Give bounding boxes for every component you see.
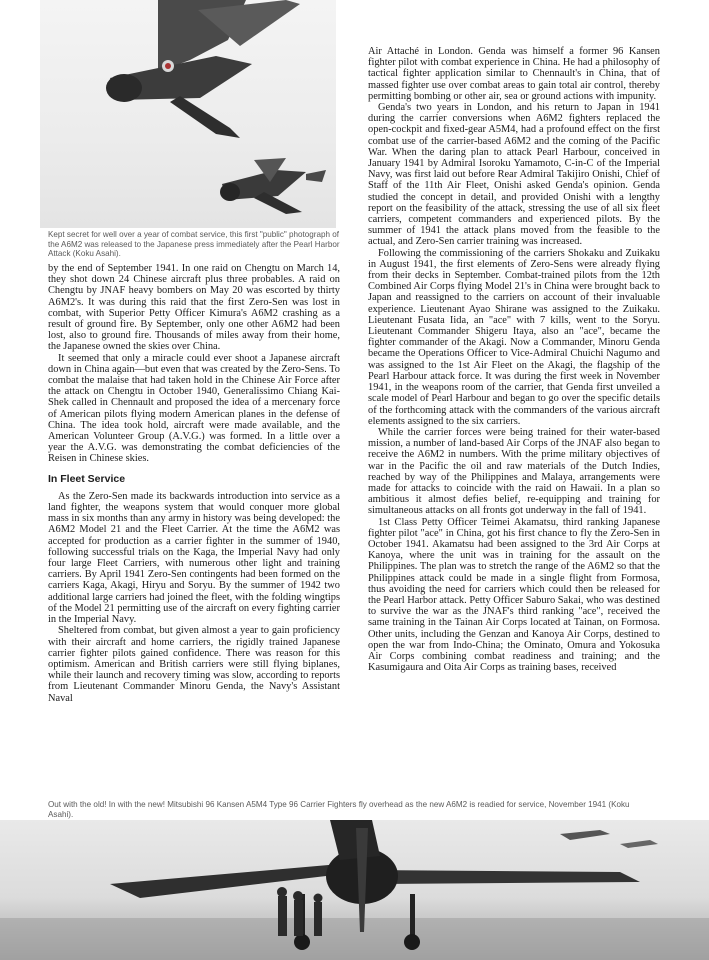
a6m2-ground-crew-image	[0, 820, 709, 960]
right-text-column	[368, 46, 660, 673]
body-paragraph: It seemed that only a miracle could ever shoot a Japanese aircraft down in China again—but even that was created by the Zero-Sens. To combat the malaise that had taken hold in the Chinese Air Force after the attack on Chengtu in October 1940, Generalissimo Chiang Kai-Shek called in Chennault and proposed the idea of a mercenary force of American pilots flying modern American planes in the defense of China. The idea took hold, aircraft were made available, and the American Volunteer Group (A.V.G.) was formed. In a little over a year the A.V.G. was demonstrating the combat deficiencies of the Reisen in Chinese skies.	[48, 352, 340, 465]
body-paragraph: by the end of September 1941. In one raid on Chengtu on March 14, they shot down 24 Chinese aircraft plus three probables. A raid on Chengtu by JNAF heavy bombers on May 20 was escorted by thirty A6M2's. It was during this raid that the first Zero-Sen was lost in combat, with Superior Petty Officer Kimura's A6M2 crashing as a result of ground fire. By September, only one other A6M2 had been lost, also to ground fire. Thousands of miles away from their home, the Japanese owned the skies over China.	[48, 263, 340, 353]
a6m2-formation-image	[40, 0, 336, 228]
body-paragraph: Air Attaché in London. Genda was himself a former 96 Kansen fighter pilot with combat experience in China. He had a philosophy of tactical fighter application similar to Chennault's in China, that of massed fighter use over combat areas to gain total air control, thereby permitting bombing or other air, sea or ground actions with impunity.	[368, 46, 660, 102]
bottom-aircraft-photo	[0, 820, 709, 960]
section-heading: In Fleet Service	[48, 472, 126, 485]
body-paragraph: 1st Class Petty Officer Teimei Akamatsu, third ranking Japanese fighter pilot "ace" in China, got his first chance to fly the Zero-Sen in October 1941. Akamatsu had been assigned to the 3rd Air Corps at Kanoya, where the unit was in training for the assault on the Philippines. The plan was to stretch the range of the A6M2 so that the Philippines attack could be made in a single flight from Formosa, thus avoiding the need for carriers which could then be released for the Pearl Harbor attack. Petty Officer Saburo Sakai, who was destined to survive the war as the JNAF's third ranking "ace", received the same training in the Tainan Air Corps located at Tainan, on Formosa. Other units, including the Genzan and Kanoya Air Corps, destined to open the war from Indo-China; the Ominato, Omura and Yokosuka Air Corps combining combat readiness and training; and the Kasumigaura and Oita Air Corps as training bases, received	[368, 516, 660, 674]
body-paragraph: Following the commissioning of the carriers Shokaku and Zuikaku in August 1941, the first elements of Zero-Sens were already flying from their decks in September. Combat-trained pilots from the 12th Combined Air Corps flying Model 21's in China were brought back to Japan and reassigned to the carriers on account of their invaluable experience. Lieutenant Ayao Shirane was assigned to the Zuikaku. Lieutenant Fusata Iida, an "ace" with 7 kills, went to the Soryu. Lieutenant Commander Shigeru Itaya, also an "ace", became the fighter commander of the Akagi. Now a Commander, Minoru Genda became the Operations Officer to Vice-Admiral Chuichi Nagumo and was assigned to the 1st Air Fleet on the Akagi, the flagship of the Pearl Harbour attack force. It was during the first week in November 1941, in the weapons room of the carrier, that Genda first unveiled a scale model of Pearl Harbour and began to go over the specific details of the forthcoming attack with the commanders of the various aircraft elements assigned to the six carriers.	[368, 247, 660, 427]
body-paragraph: As the Zero-Sen made its backwards introduction into service as a land fighter, the weapons system that would conquer more global mass in six months than any army in history was being developed: the A6M2 Model 21 and the Fleet Carrier. At the time the A6M2 was accepted for production as a carrier fighter in the summer of 1940, following successful trials on the Kaga, the Imperial Navy had only four large Fleet Carriers, with numerous other light and training carriers. By April 1941 Zero-Sen contingents had been formed on the carriers Kaga, Akagi, Hiryu and Soryu. By the summer of 1942 two additional large carriers had joined the fleet, with the folding wingtips of the Model 21 permitting use of the aircraft on every fighting carrier in the Imperial Navy.	[48, 490, 340, 626]
body-paragraph: While the carrier forces were being trained for their water-based mission, a number of land-based Air Corps of the JNAF also began to receive the A6M2 in numbers. With the prime military objectives of war in the Pacific the oil and raw materials of the Dutch Indies, reached by way of the Philippines and Malaya, arrangements were made for attacks to coincide with the raid on Hawaii. In a plan so ambitious it almost defies belief, re-equipping and training for simultaneous attacks on all fronts got underway in the fall of 1941.	[368, 426, 660, 517]
body-paragraph: Sheltered from combat, but given almost a year to gain proficiency with their aircraft and home carriers, the rigidly trained Japanese carrier fighter pilots gained confidence. There was reason for this optimism. American and British carriers were still flying biplanes, while their launch and recovery timing was slow, according to reports from Lieutenant Commander Minoru Genda, the Navy's Assistant Naval	[48, 625, 340, 704]
top-photo-caption: Kept secret for well over a year of combat service, this first "public" photograph of the A6M2 was released to the Japanese press immediately after the Pearl Harbor Attack (Koku Asahi).	[48, 230, 340, 258]
body-paragraph: Genda's two years in London, and his return to Japan in 1941 during the carrier conversions when A6M2 fighters replaced the open-cockpit and fixed-gear A5M4, had a profound effect on the first combat use of the carrier-based A6M2 and the coming of the Pacific War. When the daring plan to attack Pearl Harbour, conceived in January 1941 by Admiral Isoroku Yamamoto, C-in-C of the Imperial Navy, was first laid out before Rear Admiral Takijiro Onishi, Chief of Staff of the 11th Air Fleet, Onishi asked Genda's opinion. Genda studied the concept in detail, and provided Onishi with a lengthy report on the feasibility of the attack, stressing the use of all six fleet carriers, competent commanders and experienced pilots. By the summer of 1941 the attack plans moved from the feasible to the actual, and Zero-Sen carrier training was increased.	[368, 102, 660, 248]
left-text-column	[48, 263, 340, 704]
top-aircraft-photo	[40, 0, 336, 228]
bottom-photo-caption: Out with the old! In with the new! Mitsubishi 96 Kansen A5M4 Type 96 Carrier Fighters fly overhead as the new A6M2 is readied for service, November 1941 (Koku Asahi).	[48, 800, 630, 819]
